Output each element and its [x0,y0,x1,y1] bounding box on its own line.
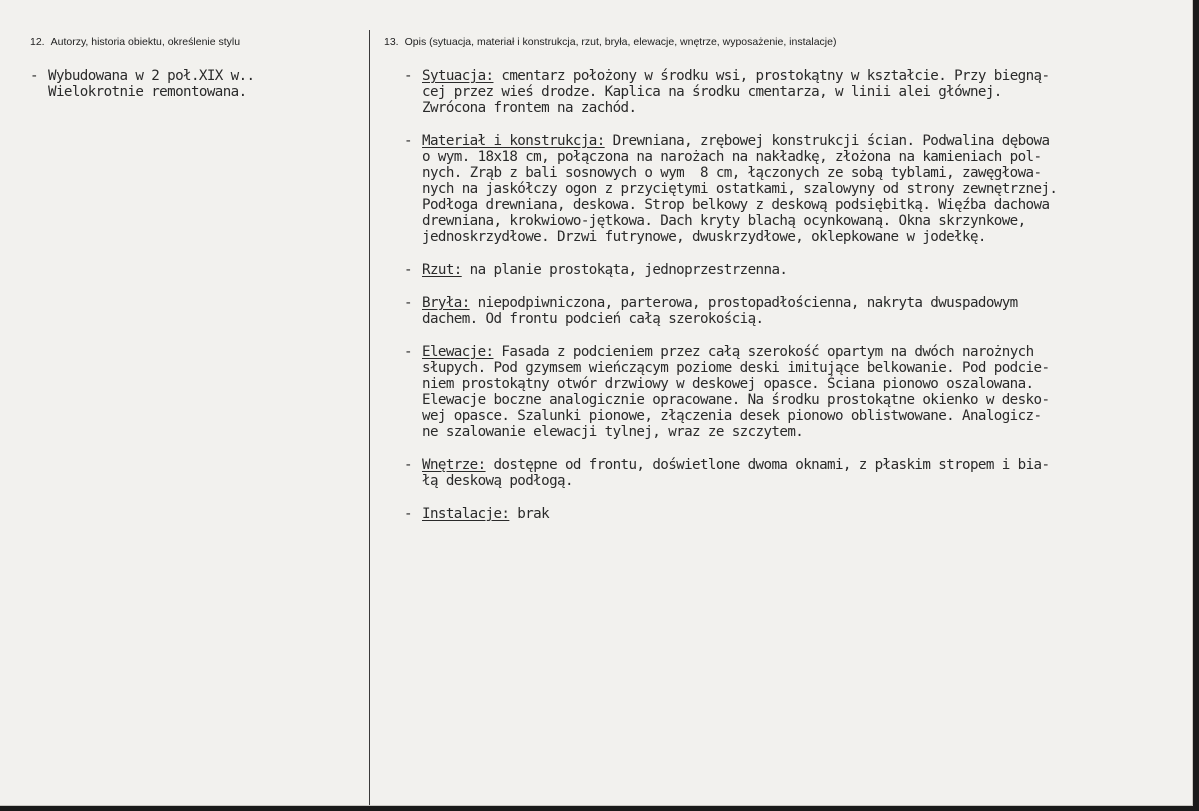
description-text [404,68,1194,539]
entry-text: dostępne od frontu, doświetlone dwoma oknami, z płaskim stropem i bia- [485,457,1050,473]
bullet-dash: - [404,457,412,473]
entry-text: Fasada z podcieniem przez całą szerokość opartym na dwóch narożnych [493,344,1034,360]
description-entry [404,457,1194,489]
entry-text: brak [509,506,550,522]
entry-first-line [422,457,1194,473]
column-divider [369,30,370,805]
description-entry [404,506,1194,522]
history-line: Wielokrotnie remontowana. [48,84,247,100]
description-entry [404,262,1194,278]
section-13-heading [384,36,836,48]
entry-line: niem prostokątny otwór drzwiowy w deskowej opasce. Ściana pionowo oszalowana. [422,376,1034,392]
section-12-heading [30,36,240,48]
entry-line: łą deskową podłogą. [422,473,573,489]
description-entry [404,68,1194,116]
description-entry [404,133,1194,245]
entry-line: Zwrócona frontem na zachód. [422,100,637,116]
entry-first-line [422,295,1194,311]
entry-line: słupych. Pod gzymsem wieńczącym poziome deski imitujące belkowanie. Pod podcie- [422,360,1050,376]
entry-label: Rzut: [422,262,462,278]
entry-line: drewniana, krokwiowo-jętkowa. Dach kryty blachą ocynkowaną. Okna skrzynkowe, [422,213,1026,229]
entry-text: na planie prostokąta, jednoprzestrzenna. [461,262,788,278]
section-title: Autorzy, historia obiektu, określenie stylu [50,36,241,48]
entry-line: o wym. 18x18 cm, połączona na narożach na nakładkę, złożona na kamieniach pol- [422,149,1042,165]
entry-text: niepodpiwniczona, parterowa, prostopadłościenna, nakryta dwuspadowym [469,295,1018,311]
bullet-dash: - [404,506,412,522]
entry-line: nych. Zrąb z bali sosnowych o wym 8 cm, łączonych ze sobą tyblami, zawęgłowa- [422,165,1042,181]
history-line: Wybudowana w 2 poł.XIX w.. [48,68,255,84]
entry-first-line [422,506,1194,522]
entry-line: cej przez wieś drodze. Kaplica na środku cmentarza, w linii alei głównej. [422,84,1002,100]
entry-line: ne szalowanie elewacji tylnej, wraz ze szczytem. [422,424,804,440]
entry-line: dachem. Od frontu podcień całą szerokością. [422,311,764,327]
bullet-dash: - [404,344,412,360]
section-title: Opis (sytuacja, materiał i konstrukcja, rzut, bryła, elewacje, wnętrze, wyposażenie, instalacje) [404,36,837,48]
entry-label: Wnętrze: [422,457,486,473]
entry-line: jednoskrzydłowe. Drzwi futrynowe, dwuskrzydłowe, oklepkowane w jodełkę. [422,229,986,245]
section-number: 13. [384,36,399,48]
entry-text: Drewniana, zrębowej konstrukcji ścian. Podwalina dębowa [604,133,1050,149]
entry-label: Sytuacja: [422,68,494,84]
entry-first-line [422,344,1194,360]
description-entry [404,295,1194,327]
entry-first-line [422,133,1194,149]
bullet-dash: - [30,68,38,84]
section-number: 12. [30,36,45,48]
entry-text: cmentarz położony w środku wsi, prostokątny w kształcie. Przy biegną- [493,68,1050,84]
bullet-dash: - [404,68,412,84]
entry-line: Podłoga drewniana, deskowa. Strop belkowy z deskową podsiębitką. Więźba dachowa [422,197,1050,213]
entry-first-line [422,262,1194,278]
entry-line: nych na jaskółczy ogon z przyciętymi ostatkami, szalowyny od strony zewnętrznej. [422,181,1058,197]
entry-label: Instalacje: [422,506,510,522]
description-entry [404,344,1194,440]
entry-line: wej opasce. Szalunki pionowe, złączenia desek pionowo oblistwowane. Analogicz- [422,408,1042,424]
bullet-dash: - [404,295,412,311]
entry-line: Elewacje boczne analogicznie opracowane. Na środku prostokątne okienko w desko- [422,392,1050,408]
entry-label: Materiał i konstrukcja: [422,133,605,149]
entry-label: Bryła: [422,295,470,311]
entry-label: Elewacje: [422,344,494,360]
entry-first-line [422,68,1194,84]
history-entry [30,68,360,100]
history-text [30,68,360,117]
bullet-dash: - [404,133,412,149]
bullet-dash: - [404,262,412,278]
